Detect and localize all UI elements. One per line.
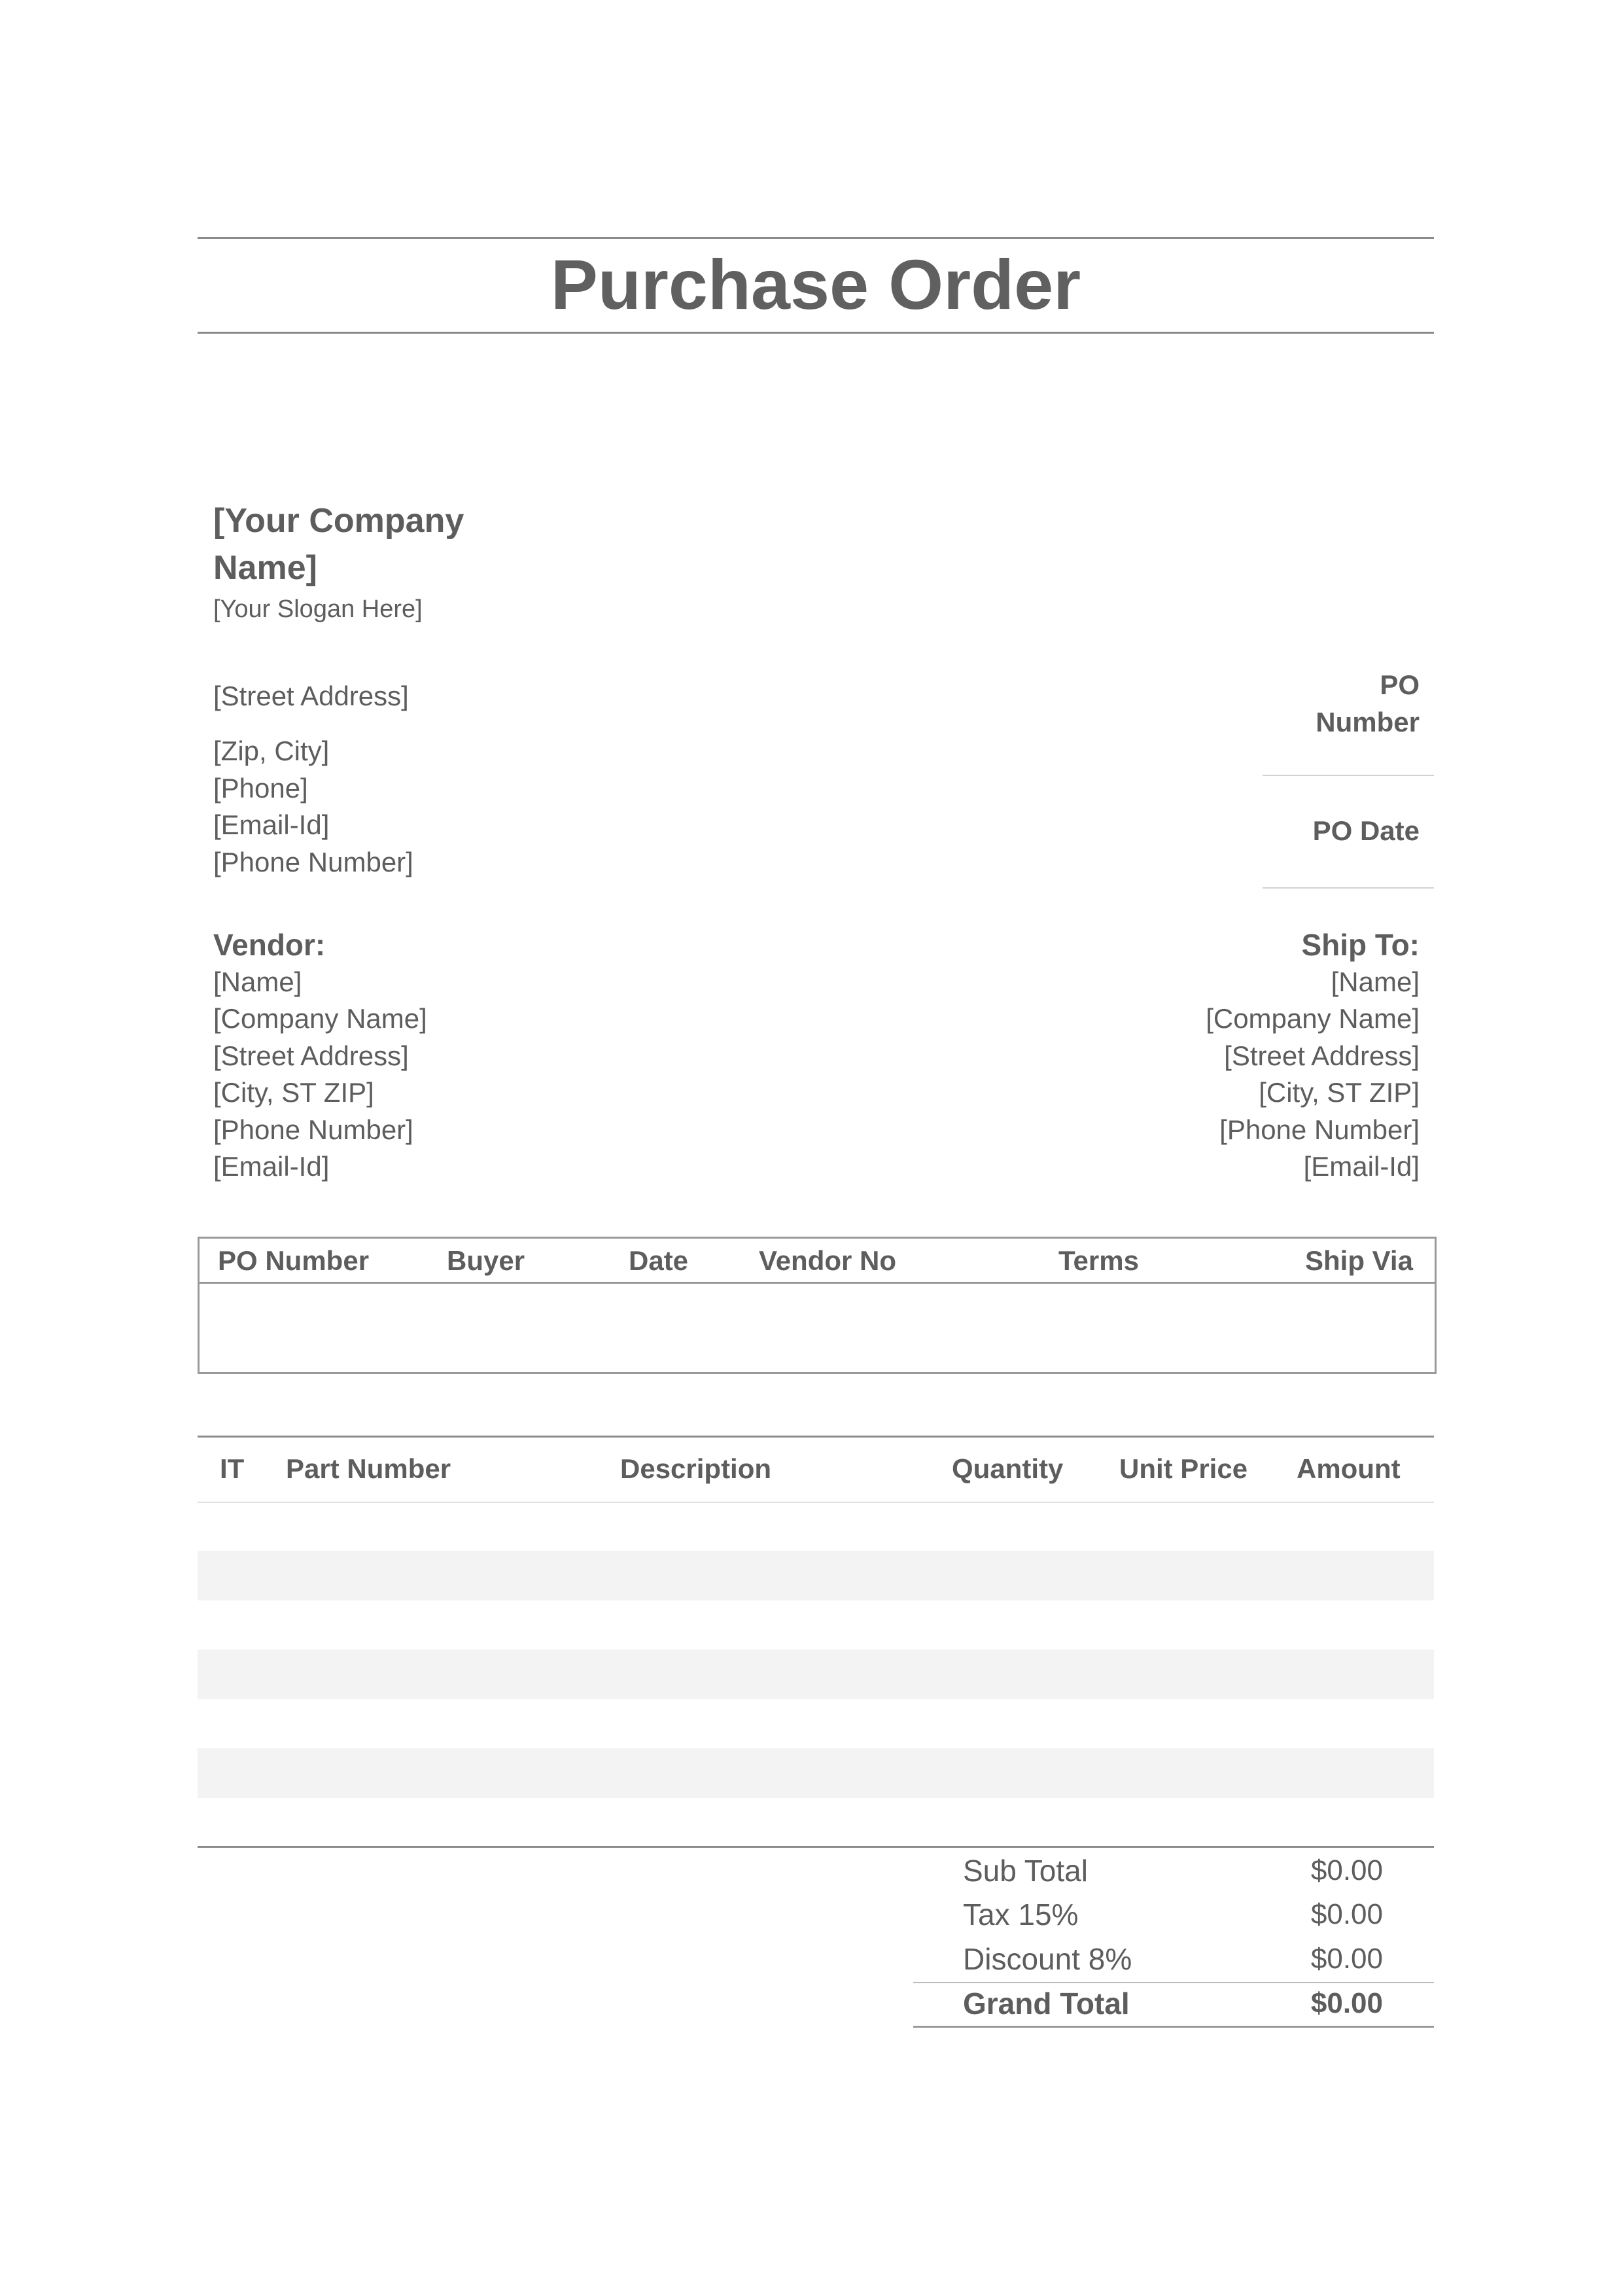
order-header-buyer: Buyer [447, 1245, 525, 1276]
table-row[interactable] [198, 1551, 1434, 1600]
vendor-heading: Vendor: [213, 928, 326, 962]
vendor-street: [Street Address] [213, 1040, 409, 1071]
company-zip-city: [Zip, City] [213, 735, 330, 766]
order-info-header-row [200, 1239, 1435, 1284]
items-header-unit-price: Unit Price [1119, 1453, 1248, 1484]
company-name-line2: Name] [213, 549, 317, 587]
table-row[interactable] [198, 1748, 1434, 1798]
ship-to-company: [Company Name] [1206, 1003, 1420, 1034]
company-email: [Email-Id] [213, 809, 330, 840]
po-date-label: PO Date [1312, 815, 1420, 846]
table-row[interactable] [198, 1699, 1434, 1749]
grand-total-label: Grand Total [963, 1987, 1130, 2021]
order-header-po-number: PO Number [218, 1245, 370, 1276]
table-row[interactable] [198, 1797, 1434, 1846]
grand-total-top-rule [913, 1982, 1434, 1983]
vendor-block [213, 927, 427, 1186]
tax-label: Tax 15% [963, 1898, 1079, 1932]
ship-to-heading: Ship To: [1301, 928, 1420, 962]
vendor-company: [Company Name] [213, 1003, 427, 1034]
order-header-vendor-no: Vendor No [759, 1245, 897, 1276]
discount-value: $0.00 [1310, 1943, 1383, 1975]
company-street: [Street Address] [213, 680, 409, 711]
vendor-email: [Email-Id] [213, 1151, 330, 1182]
ship-to-block [1112, 927, 1420, 1186]
po-number-label-line1: PO [1380, 669, 1420, 700]
company-name [213, 497, 464, 592]
vendor-phone: [Phone Number] [213, 1114, 413, 1145]
table-row[interactable] [198, 1600, 1434, 1650]
order-info-data-row[interactable] [200, 1284, 1435, 1372]
order-header-ship-via: Ship Via [1305, 1245, 1413, 1276]
items-header-part-number: Part Number [286, 1453, 451, 1484]
vendor-city: [City, ST ZIP] [213, 1077, 374, 1108]
table-row[interactable] [198, 1501, 1434, 1551]
grand-total-bottom-rule [913, 2026, 1434, 2028]
order-header-terms: Terms [1058, 1245, 1139, 1276]
order-header-date: Date [629, 1245, 689, 1276]
po-date-field[interactable] [1263, 887, 1434, 889]
title-top-rule [198, 237, 1434, 239]
company-phone: [Phone] [213, 773, 308, 804]
tax-value: $0.00 [1310, 1898, 1383, 1930]
subtotal-label: Sub Total [963, 1854, 1088, 1888]
items-header-quantity: Quantity [952, 1453, 1064, 1484]
ship-to-email: [Email-Id] [1303, 1151, 1420, 1182]
title-bottom-rule [198, 332, 1434, 334]
items-bottom-rule [198, 1846, 1434, 1848]
ship-to-city: [City, ST ZIP] [1259, 1077, 1420, 1108]
items-header-row [198, 1436, 1434, 1503]
vendor-name: [Name] [213, 966, 302, 997]
grand-total-value: $0.00 [1310, 1987, 1383, 2019]
company-name-line1: [Your Company [213, 502, 464, 540]
company-slogan: [Your Slogan Here] [213, 595, 423, 623]
items-header-description: Description [620, 1453, 772, 1484]
table-row[interactable] [198, 1650, 1434, 1699]
items-header-it: IT [220, 1453, 245, 1484]
ship-to-street: [Street Address] [1224, 1040, 1420, 1071]
page-title: Purchase Order [550, 245, 1081, 324]
company-phone-number: [Phone Number] [213, 847, 413, 877]
ship-to-name: [Name] [1331, 966, 1420, 997]
subtotal-value: $0.00 [1310, 1854, 1383, 1886]
order-info-table [198, 1237, 1437, 1374]
po-number-label [1263, 666, 1420, 741]
ship-to-phone: [Phone Number] [1219, 1114, 1420, 1145]
po-number-field[interactable] [1263, 775, 1434, 776]
discount-label: Discount 8% [963, 1942, 1132, 1976]
items-header-amount: Amount [1297, 1453, 1401, 1484]
po-number-label-line2: Number [1316, 707, 1420, 737]
